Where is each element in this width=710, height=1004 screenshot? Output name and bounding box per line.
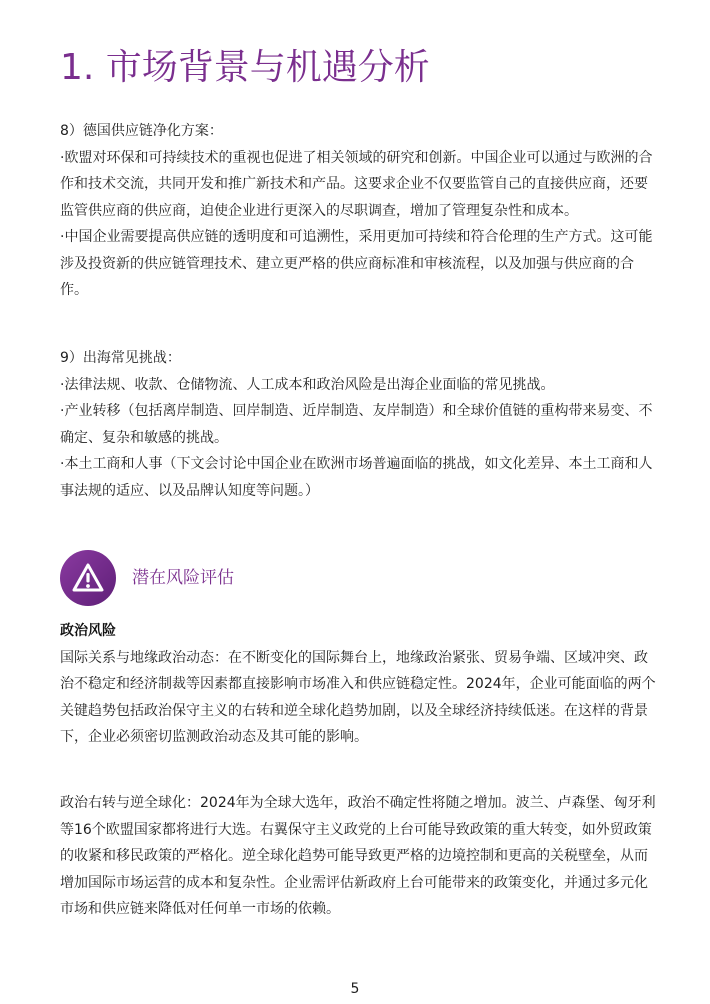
risk-section-title: 潜在风险评估 (132, 568, 234, 588)
risk-section-header (60, 550, 660, 606)
section-8-heading: 8）德国供应链净化方案： (60, 123, 223, 139)
page-title: 1. 市场背景与机遇分析 (60, 47, 430, 88)
page-number: 5 (350, 981, 360, 997)
political-risk (60, 618, 660, 751)
section-9-paragraph-1: ·法律法规、收款、仓储物流、人工成本和政治风险是出海企业面临的常见挑战。 (60, 376, 555, 393)
political-risk-heading: 政治风险 (60, 623, 116, 639)
political-risk-paragraph-2: 政治右转与逆全球化：2024年为全球大选年，政治不确定性将随之增加。波兰、卢森堡、匈牙利等16个欧盟国家都将进行大选。右翼保守主义政党的上台可能导致政策的重大转变，如外贸政策的收紧和移民政策的严格化。逆全球化趋势可能导致更严格的边境控制和更高的关税壁垒，从而增加国际市场运营的成本和复杂性。企业需评估新政府上台可能带来的政策变化，并通过多元化市场和供应链来降低对任何单一市场的依赖。 (60, 795, 656, 917)
section-9 (60, 345, 660, 504)
section-8 (60, 118, 660, 304)
section-8-paragraph-2: ·中国企业需要提高供应链的透明度和可追溯性，采用更加可持续和符合伦理的生产方式。这可能涉及投资新的供应链管理技术、建立更严格的供应商标准和审核流程，以及加强与供应商的合作。 (60, 229, 653, 298)
section-8-paragraph-1: ·欧盟对环保和可持续技术的重视也促进了相关领域的研究和创新。中国企业可以通过与欧洲的合作和技术交流，共同开发和推广新技术和产品。这要求企业不仅要监管自己的直接供应商，还要监管供应商的供应商，迫使企业进行更深入的尽职调查，增加了管理复杂性和成本。 (60, 149, 653, 219)
political-risk-continued (60, 790, 660, 923)
political-risk-paragraph-1: 国际关系与地缘政治动态：在不断变化的国际舞台上，地缘政治紧张、贸易争端、区域冲突、政治不稳定和经济制裁等因素都直接影响市场准入和供应链稳定性。2024年，企业可能面临的两个关键趋势包括政治保守主义的右转和逆全球化趋势加剧，以及全球经济持续低迷。在这样的背景下，企业必须密切监测政治动态及其可能的影响。 (60, 649, 656, 745)
section-9-paragraph-3: ·本土工商和人事（下文会讨论中国企业在欧洲市场普遍面临的挑战，如文化差异、本土工商和人事法规的适应、以及品牌认知度等问题。） (60, 456, 653, 499)
section-9-paragraph-2: ·产业转移（包括离岸制造、回岸制造、近岸制造、友岸制造）和全球价值链的重构带来易变、不确定、复杂和敏感的挑战。 (60, 403, 653, 446)
section-9-heading: 9）出海常见挑战： (60, 350, 181, 366)
warning-icon (60, 550, 116, 606)
